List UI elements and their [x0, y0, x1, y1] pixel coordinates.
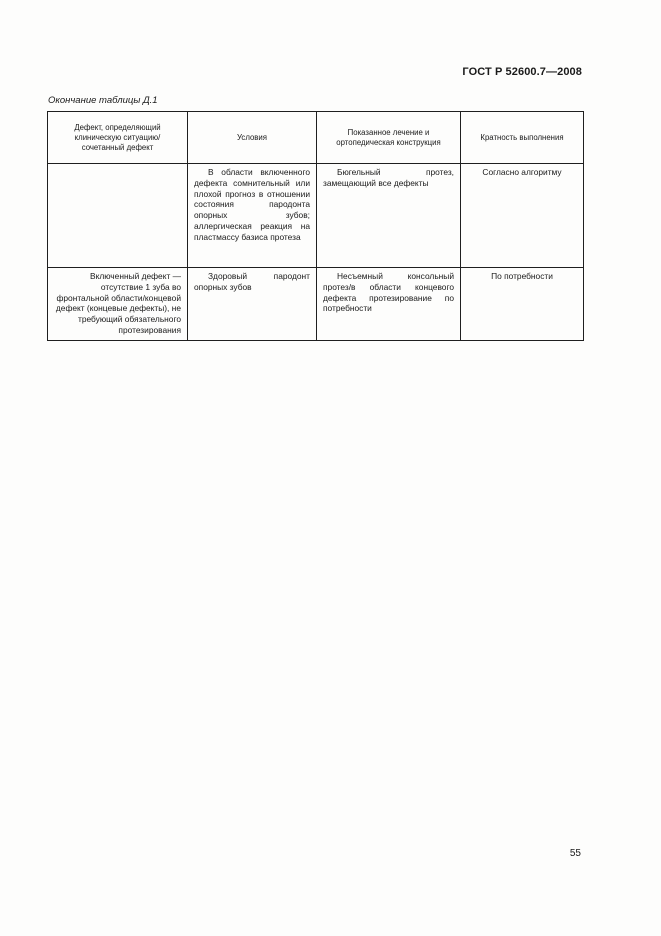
- cell-treatment: Бюгельный протез, замещающий все дефекты: [317, 164, 461, 268]
- cell-conditions: Здоровый пародонт опорных зубов: [188, 268, 317, 341]
- treatment-table: [47, 111, 584, 341]
- cell-frequency: По потребности: [461, 268, 584, 341]
- column-header-conditions: Условия: [188, 112, 317, 164]
- table-caption: Окончание таблицы Д.1: [48, 95, 158, 106]
- column-header-defect: Дефект, определяющий клиническую ситуацию/сочетанный дефект: [48, 112, 188, 164]
- cell-frequency: Согласно алгоритму: [461, 164, 584, 268]
- cell-defect: [48, 164, 188, 268]
- column-header-frequency: Кратность выполнения: [461, 112, 584, 164]
- cell-conditions: В области включенного дефекта сомнительный или плохой прогноз в отношении состояния пародонта опорных зубов; аллергическая реакция на пластмассу базиса протеза: [188, 164, 317, 268]
- page-number: 55: [569, 848, 581, 859]
- cell-defect: Включенный дефект — отсутствие 1 зуба во фронтальной области/концевой дефект (концевые дефекты), не требующий обязательного протезирования: [48, 268, 188, 341]
- table-row: [48, 164, 584, 268]
- table-row: [48, 268, 584, 341]
- table-header-row: [48, 112, 584, 164]
- document-standard-number: ГОСТ Р 52600.7—2008: [462, 66, 582, 78]
- cell-treatment: Несъемный консольный протез/в области концевого дефекта протезирование по потребности: [317, 268, 461, 341]
- column-header-treatment: Показанное лечение и ортопедическая конструкция: [317, 112, 461, 164]
